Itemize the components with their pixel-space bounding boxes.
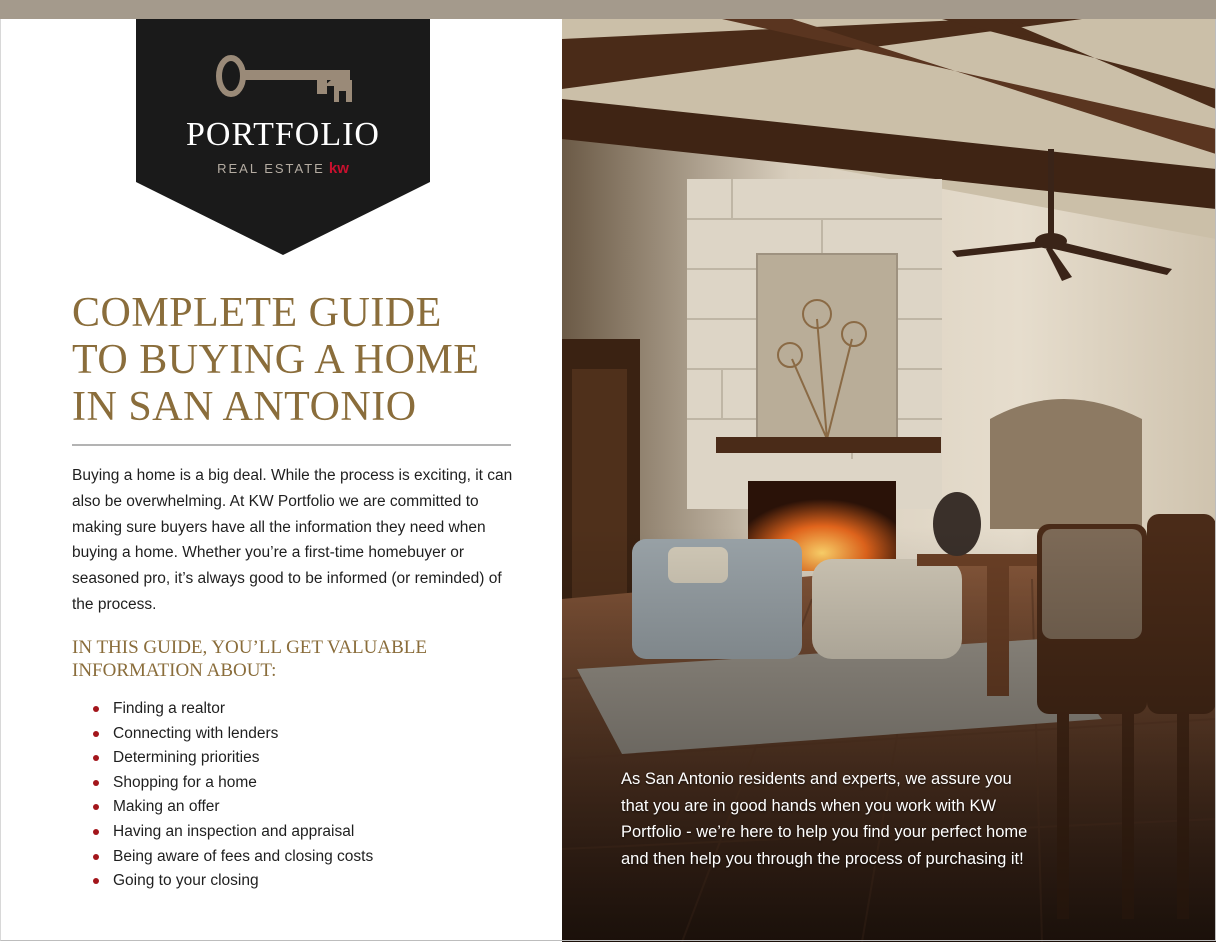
- page-title-line: IN SAN ANTONIO: [72, 384, 417, 430]
- top-border-bar: [0, 0, 1216, 19]
- list-item-text: Making an offer: [113, 798, 220, 816]
- photo-caption: As San Antonio residents and experts, we assure you that you are in good hands when you work with KW Portfolio - we’re here to help you find your perfect home and then help you through the process of purchasing it!: [621, 770, 1028, 868]
- list-item-text: Connecting with lenders: [113, 724, 279, 742]
- intro-paragraph: Buying a home is a big deal. While the process is exciting, it can also be overwhelming. At KW Portfolio we are committed to making sure buyers have all the information they need when buying a home. Whether you’re a first-time homebuyer or seasoned pro, it’s always good to be informed (or reminded) of the process.: [72, 467, 513, 613]
- list-item-text: Having an inspection and appraisal: [113, 822, 355, 840]
- list-item-text: Finding a realtor: [113, 700, 226, 717]
- list-item-text: Going to your closing: [113, 872, 259, 890]
- guide-heading-line: IN THIS GUIDE, YOU’LL GET VALUABLE: [72, 637, 427, 658]
- list-item-text: Shopping for a home: [113, 773, 257, 791]
- brand-subtitle-text: REAL ESTATE: [217, 161, 325, 176]
- page-title-line: COMPLETE GUIDE: [72, 290, 442, 336]
- kw-mark: kw: [328, 160, 349, 177]
- list-item-text: Being aware of fees and closing costs: [113, 847, 374, 865]
- page-frame: [0, 19, 1216, 941]
- list-item-text: Determining priorities: [113, 749, 260, 767]
- guide-heading-line: INFORMATION ABOUT:: [72, 660, 277, 681]
- brand-name: PORTFOLIO: [186, 116, 380, 153]
- page-title-line: TO BUYING A HOME: [72, 337, 480, 383]
